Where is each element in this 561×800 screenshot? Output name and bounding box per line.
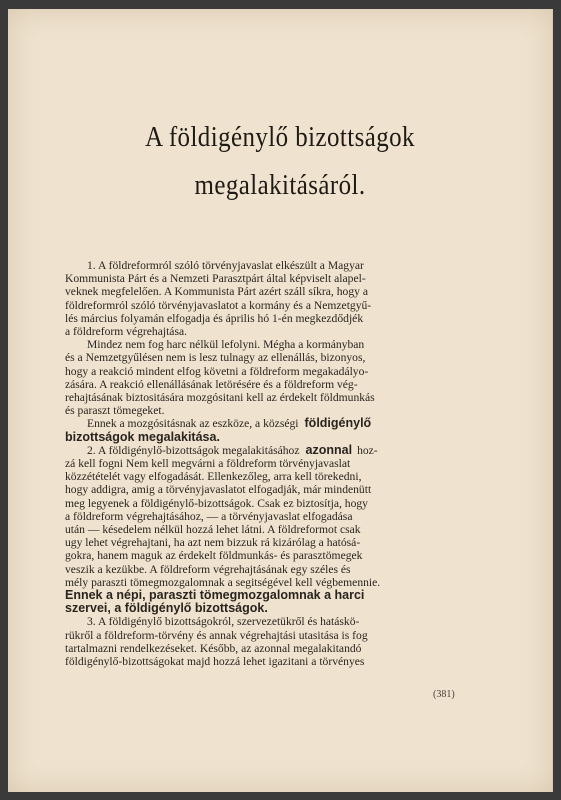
text-line: gokra, hanem maguk az érdekelt földmunkás- és parasztömegek	[65, 549, 363, 563]
body-text	[65, 259, 465, 668]
text-line: és a Nemzetgyűlésen nem is lesz tulnagy az ellenállás, bizonyos,	[65, 351, 366, 365]
text-line: rehajtásának biztositására mozgósitani kell az érdekelt földmunkás	[65, 391, 375, 405]
text-line: tartalmazni rendelkezéseket. Később, az azonnal megalakitandó	[65, 641, 362, 655]
text-line: 3. A földigénylő bizottságokról, szervezetükről és hatáskö-	[87, 615, 360, 629]
text-line: közzétételét vagy elfogadását. Ellenkezőleg, arra kell törekedni,	[65, 470, 362, 484]
text-line: Kommunista Párt és a Nemzeti Parasztpárt által képviselt alapel-	[65, 272, 366, 286]
inline-text: hoz-	[357, 443, 378, 457]
document-sheet	[8, 9, 553, 792]
page-number: (381)	[433, 689, 455, 700]
text-line: lés március folyamán elfogadja és április hó 1-én megkezdődjék	[65, 311, 364, 325]
title-line-1: A földigénylő bizottságok	[145, 121, 415, 153]
text-line: Mindez nem fog harc nélkül lefolyni. Mégha a kormányban	[87, 338, 365, 352]
text-line: mély paraszti tömegmozgalomnak a segitségével kell végbemennie.	[65, 575, 381, 589]
text-line: földigénylő-bizottságokat majd hozzá lehet igazitani a törvényes	[65, 655, 365, 669]
text-line: veszik a kezükbe. A földreform végrehajtásának egy széles és	[65, 562, 351, 576]
text-line: hogy a reakció mindent elfog követni a földreform megakadályo-	[65, 364, 369, 378]
text-line: rükről a földreform-törvény és annak végrehajtási utasitása is fog	[65, 628, 368, 642]
text-line: szervei, a földigénylő bizottságok.	[65, 602, 268, 616]
text-line: földreformról szóló törvényjavaslatot a kormány és a Nemzetgyű-	[65, 298, 372, 312]
text-line: 2. A földigénylő-bizottságok megalakitásához azonnal hoz-	[87, 443, 378, 457]
text-line: és paraszt tömegeket.	[65, 404, 165, 418]
text-line: után — késedelem nélkül hozzá lehet látni. A földreformot csak	[65, 523, 361, 537]
text-line: zá kell fogni Nem kell megvárni a földreform törvényjavaslat	[65, 457, 351, 471]
inline-bold: azonnal	[305, 443, 353, 457]
inline-bold: földigénylő	[304, 417, 372, 431]
text-line: veknek megfelelően. A Kommunista Párt azért száll síkra, hogy a	[65, 285, 368, 299]
title-line-2: megalakitásáról.	[194, 169, 366, 201]
text-line: zására. A reakció ellenállásának letörésére és a földreform vég-	[65, 377, 358, 391]
text-line: ugy lehet végrehajtani, ha azt nem bizzuk rá kizárólag a hatósá-	[65, 536, 361, 550]
text-line: a földreform végrehajtásához, — a törvényjavaslat elfogadása	[65, 509, 353, 523]
text-line: meg legyenek a földigénylő-bizottságok. Csak ez biztosítja, hogy	[65, 496, 368, 510]
text-line: hogy addigra, amig a törvényjavaslatot elfogadják, már mindenütt	[65, 483, 372, 497]
text-line: 1. A földreformról szóló törvényjavaslat elkészült a Magyar	[87, 259, 364, 272]
text-line: Ennek a népi, paraszti tömegmozgalomnak a harci	[65, 589, 365, 603]
text-line: bizottságok megalakitása.	[65, 430, 220, 444]
text-line: Ennek a mozgósitásnak az eszköze, a községi földigénylő	[87, 417, 372, 431]
text-line: a földreform végrehajtása.	[65, 325, 187, 339]
